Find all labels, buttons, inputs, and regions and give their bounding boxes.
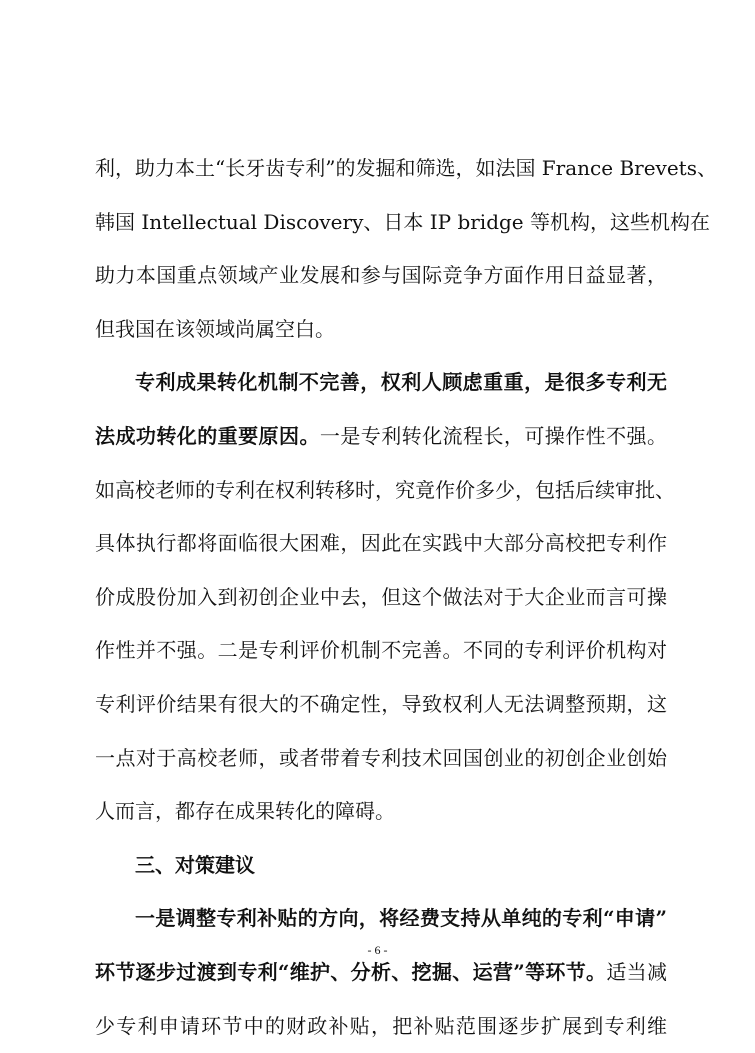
- paragraph-2-line-9: 人而言，都存在成果转化的障碍。: [95, 785, 667, 839]
- paragraph-2-line-7: 专利评价结果有很大的不确定性，导致权利人无法调整预期，这: [95, 678, 667, 732]
- paragraph-1-line-3: 助力本国重点领域产业发展和参与国际竞争方面作用日益显著，: [95, 249, 667, 303]
- paragraph-3-line-3: 少专利申请环节中的财政补贴，把补贴范围逐步扩展到专利维: [95, 1000, 667, 1053]
- paragraph-3-normal-text: 适当减: [606, 960, 667, 984]
- paragraph-2-bold-text: 法成功转化的重要原因。: [95, 424, 320, 448]
- paragraph-2-line-2: [95, 410, 667, 464]
- section-heading: 三、对策建议: [95, 839, 667, 893]
- paragraph-2-line-5: 价成股份加入到初创企业中去，但这个做法对于大企业而言可操: [95, 571, 667, 625]
- paragraph-1-line-2: 韩国 Intellectual Discovery、日本 IP bridge 等机构，这些机构在: [95, 196, 667, 250]
- paragraph-2-normal-text: 一是专利转化流程长，可操作性不强。: [320, 424, 667, 448]
- paragraph-2-line-6: 作性并不强。二是专利评价机制不完善。不同的专利评价机构对: [95, 624, 667, 678]
- paragraph-3-bold-text: 环节逐步过渡到专利“维护、分析、挖掘、运营”等环节。: [95, 960, 606, 984]
- paragraph-1-line-4: 但我国在该领域尚属空白。: [95, 303, 667, 357]
- paragraph-2-line-4: 具体执行都将面临很大困难，因此在实践中大部分高校把专利作: [95, 517, 667, 571]
- paragraph-3-line-1: 一是调整专利补贴的方向，将经费支持从单纯的专利“申请”: [95, 892, 667, 946]
- paragraph-2-line-3: 如高校老师的专利在权利转移时，究竟作价多少，包括后续审批、: [95, 464, 667, 518]
- paragraph-1-line-1: 利，助力本土“长牙齿专利”的发掘和筛选，如法国 France Brevets、: [95, 142, 667, 196]
- page-number: - 6 -: [0, 943, 755, 958]
- document-body: [95, 142, 667, 1053]
- paragraph-2-line-8: 一点对于高校老师，或者带着专利技术回国创业的初创企业创始: [95, 732, 667, 786]
- paragraph-2-line-1: 专利成果转化机制不完善，权利人顾虑重重，是很多专利无: [95, 356, 667, 410]
